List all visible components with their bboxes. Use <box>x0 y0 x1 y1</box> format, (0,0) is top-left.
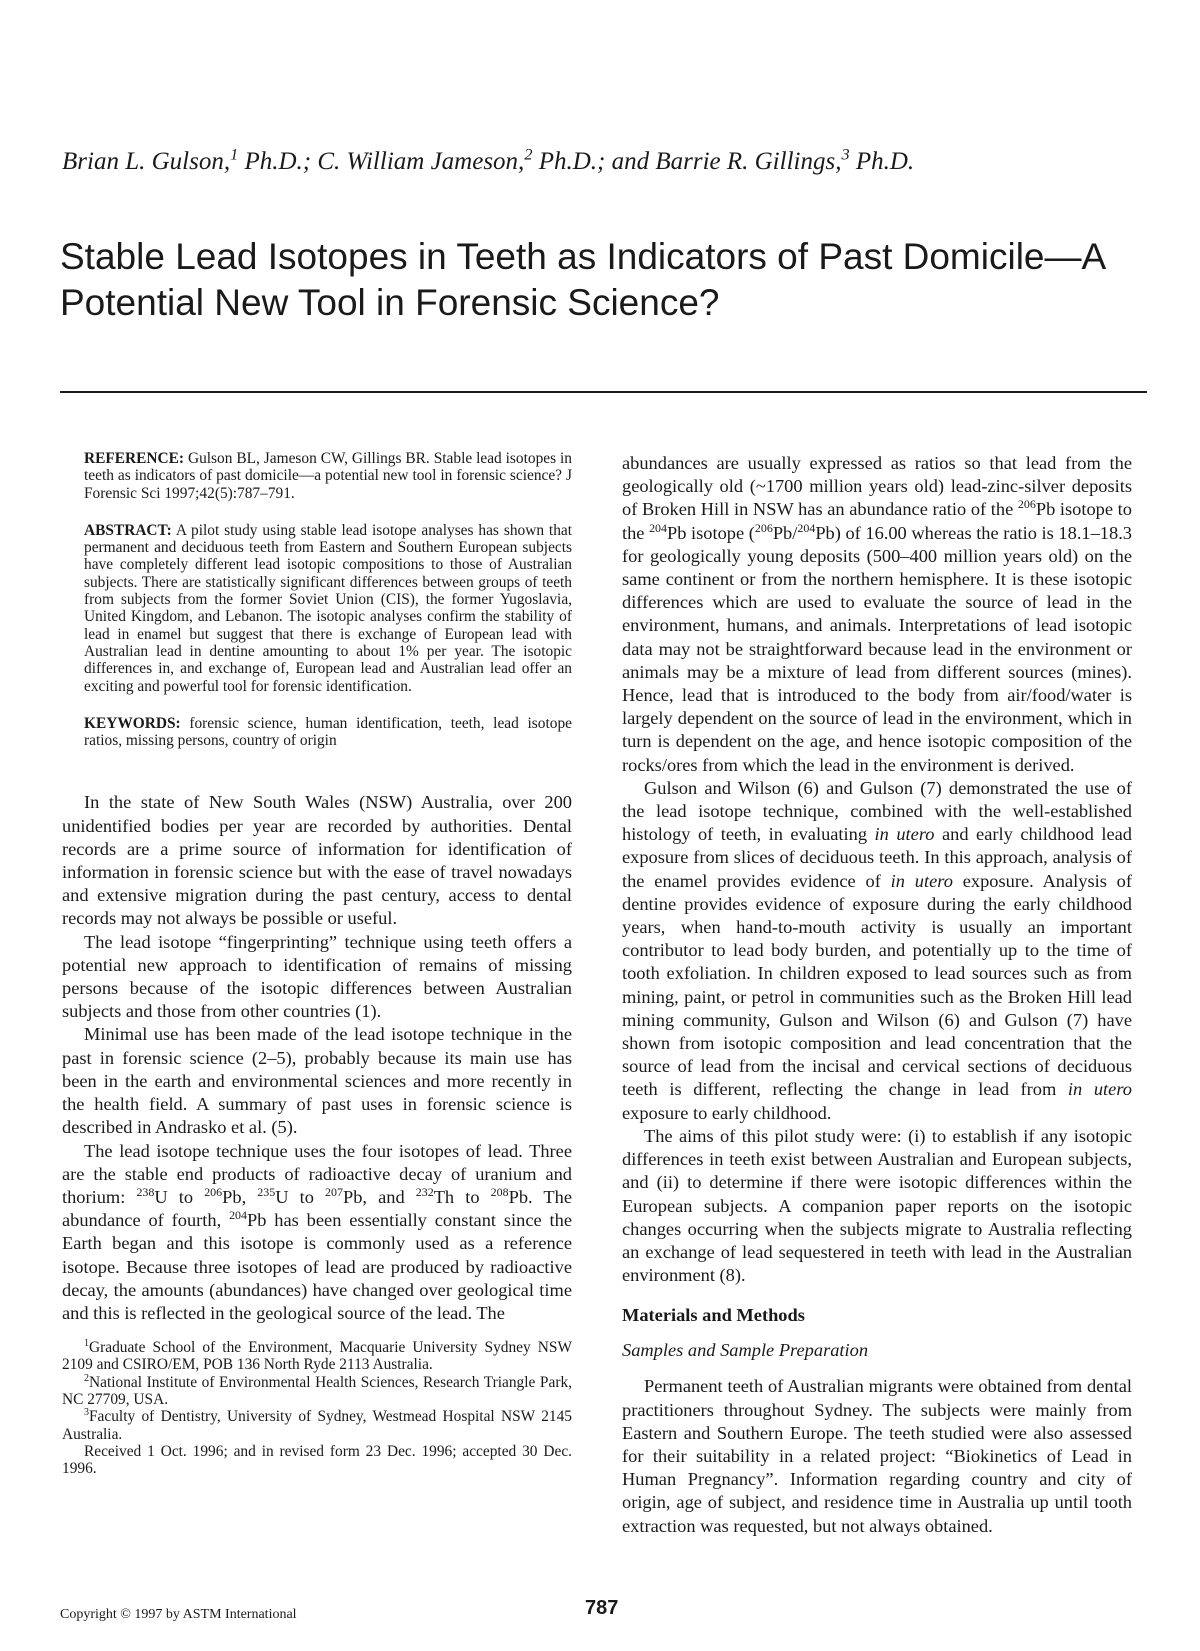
title-line-1: Stable Lead Isotopes in Teeth as Indicators of Past Domicile—A <box>60 236 1107 277</box>
footnotes <box>62 1339 572 1477</box>
received-dates: Received 1 Oct. 1996; and in revised form 23 Dec. 1996; accepted 30 Dec. 1996. <box>62 1442 572 1478</box>
left-body-text <box>62 791 572 1325</box>
footnote: $^2$National Institute of Environmental Health Sciences, Research Triangle Park, NC 27709, USA. <box>62 1372 572 1409</box>
right-column <box>622 452 1132 1538</box>
reference-block: REFERENCE: Gulson BL, Jameson CW, Gillings BR. Stable lead isotopes in teeth as indicators of past domicile—a potential new tool in forensic science? J Forensic Sci 1997;42(5):787–791. <box>84 450 572 502</box>
keywords-block: KEYWORDS: forensic science, human identification, teeth, lead isotope ratios, missing persons, country of origin <box>84 714 572 750</box>
title-line-2: Potential New Tool in Forensic Science? <box>60 282 720 323</box>
left-column <box>62 450 572 1478</box>
section-heading: Materials and Methods <box>622 1305 805 1326</box>
paragraph: Gulson and Wilson (6) and Gulson (7) demonstrated the use of the lead isotope technique, combined with the well-established histology of teeth, in evaluating in utero and early childhood lead exposure from slices of deciduous teeth. In this approach, analysis of the enamel provides evidence of in utero exposure. Analysis of dentine provides evidence of exposure during the early childhood years, when hand-to-mouth activity is usually an important contributor to lead body burden, and potentially up to the time of tooth exfoliation. In children exposed to lead sources such as from mining, paint, or petrol in communities such as the Broken Hill lead mining community, Gulson and Wilson (6) and Gulson (7) have shown from isotopic composition and lead concentration that the source of lead from the incisal and cervical sections of deciduous teeth is different, reflecting the change in lead from in utero exposure to early childhood. <box>622 777 1133 1123</box>
paragraph: The lead isotope “fingerprinting” technique using teeth offers a potential new approach to identification of remains of missing persons because of the isotopic differences between Australian subjects and those from other countries (1). <box>62 931 572 1022</box>
paper-title <box>60 234 1160 326</box>
abstract-block: ABSTRACT: A pilot study using stable lead isotope analyses has shown that permanent and deciduous teeth from Eastern and Southern European subjects have completely different lead isotopic compositions to those of Australian subjects. There are statistically significant differences between groups of teeth from subjects from the former Soviet Union (CIS), the former Yugoslavia, United Kingdom, and Lebanon. The isotopic analyses confirm the stability of lead in enamel but suggest that there is exchange of European lead with Australian lead in dentine amounting to about 1% per year. The isotopic differences in, and exchange of, European lead and Australian lead offer an exciting and powerful tool for forensic identification. <box>84 521 572 695</box>
title-divider <box>60 391 1147 393</box>
footnote: $^3$Faculty of Dentistry, University of Sydney, Westmead Hospital NSW 2145 Australia. <box>62 1407 572 1443</box>
methods-text <box>622 1375 1132 1537</box>
subsection-heading: Samples and Sample Preparation <box>622 1340 869 1361</box>
paragraph: Minimal use has been made of the lead isotope technique in the past in forensic science (2–5), probably because its main use has been in the earth and environmental sciences and more recently in the health field. A summary of past uses in forensic science is described in Andrasko et al. (5). <box>62 1024 572 1138</box>
paragraph: The aims of this pilot study were: (i) to establish if any isotopic differences in teeth exist between Australian and European subjects, and (ii) to determine if there were isotopic differences within the European subjects. A companion paper reports on the isotopic changes occurring when the subjects migrate to Australia reflecting an exchange of lead sequestered in teeth with lead in the Australian environment (8). <box>622 1125 1132 1286</box>
footnote: $^1$Graduate School of the Environment, Macquarie University Sydney NSW 2109 and CSIRO/EM, POB 136 North Ryde 2113 Australia. <box>62 1338 572 1374</box>
copyright-notice: Copyright © 1997 by ASTM International <box>60 1607 297 1622</box>
paragraph: abundances are usually expressed as ratios so that lead from the geologically old (~1700 million years old) lead-zinc-silver deposits of Broken Hill in NSW has an abundance ratio of the $^{206}$Pb isotope to the $^{204}$Pb isotope ($^{206}$Pb/$^{204}$Pb) of 16.00 whereas the ratio is 18.1–18.3 for geologically young deposits (500–400 million years old) on the same continent or from the northern hemisphere. It is these isotopic differences which are used to evaluate the source of lead in the environment, humans, and animals. Interpretations of lead isotopic data may not be straightforward because lead in the environment or animals may be a mixture of lead from different sources (mines). Hence, lead that is introduced to the body from air/food/water is largely dependent on the source of lead in the environment, which in turn is dependent on the age, and hence isotopic composition of the rocks/ores from which the lead in the environment is derived. <box>622 453 1132 775</box>
author-line: Brian L. Gulson,$^1$ Ph.D.; C. William Jameson,$^2$ Ph.D.; and Barrie R. Gillings,$^3$ Ph.D. <box>62 145 915 175</box>
paragraph: Permanent teeth of Australian migrants were obtained from dental practitioners throughout Sydney. The subjects were mainly from Eastern and Southern Europe. The teeth studied were also assessed for their suitability in a related project: “Biokinetics of Lead in Human Pregnancy”. Information regarding country and city of origin, age of subject, and residence time in Australia up until tooth extraction was requested, but not always obtained. <box>622 1376 1132 1536</box>
paragraph: In the state of New South Wales (NSW) Australia, over 200 unidentified bodies per year are recorded by authorities. Dental records are a prime source of information for identification of information in forensic science but with the ease of travel nowadays and extensive migration during the past century, access to dental records may not always be possible or useful. <box>62 792 572 929</box>
paragraph: The lead isotope technique uses the four isotopes of lead. Three are the stable end products of radioactive decay of uranium and thorium: $^{238}$U to $^{206}$Pb, $^{235}$U to $^{207}$Pb, and $^{232}$Th to $^{208}$Pb. The abundance of fourth, $^{204}$Pb has been essentially constant since the Earth began and this isotope is commonly used as a reference isotope. Because three isotopes of lead are produced by radioactive decay, the amounts (abundances) have changed over geological time and this is reflected in the geological source of the lead. The <box>62 1140 573 1323</box>
right-body-text <box>622 452 1132 1287</box>
page-number: 787 <box>585 1597 619 1619</box>
